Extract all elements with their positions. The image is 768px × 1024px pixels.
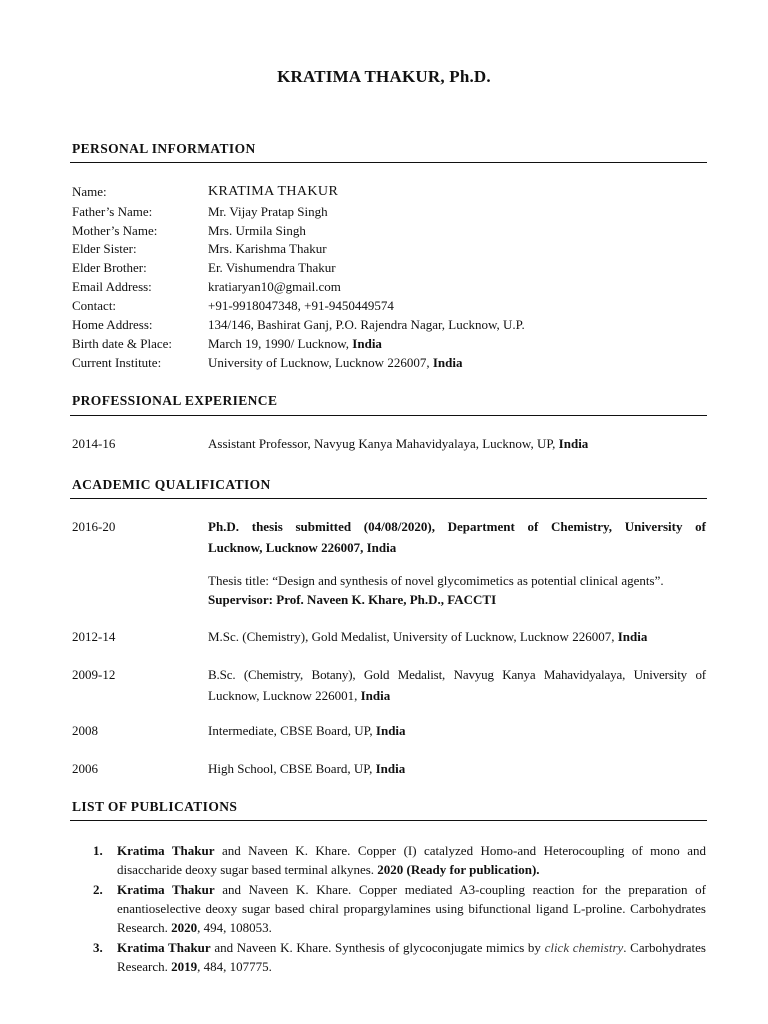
entry-year: 2012-14 <box>72 629 116 644</box>
info-value: Mrs. Urmila Singh <box>208 223 306 238</box>
info-label: Contact: <box>72 298 117 313</box>
section-heading-academic: ACADEMIC QUALIFICATION <box>72 477 271 492</box>
info-row-name <box>72 182 708 201</box>
publication-author: Kratima Thakur <box>117 843 215 858</box>
info-row-birth <box>72 334 708 353</box>
info-label: Father’s Name: <box>72 204 153 219</box>
info-value-birth <box>208 334 382 353</box>
publication-emphasis: click chemistry <box>544 940 624 955</box>
info-value: +91-9918047348, +91-9450449574 <box>208 298 394 313</box>
info-value: 134/146, Bashirat Ganj, P.O. Rajendra Nagar, Lucknow, U.P. <box>208 317 525 332</box>
publication-year: 2020 <box>171 920 198 935</box>
publication-text: . Carbohydrates Research. <box>117 940 706 974</box>
entry-description <box>208 516 706 609</box>
publication-number: 3. <box>93 940 103 955</box>
entry-year: 2009-12 <box>72 667 116 682</box>
publication-ref: , 484, 107775. <box>197 959 272 974</box>
info-label: Elder Sister: <box>72 241 137 256</box>
section-divider <box>70 162 707 163</box>
country-text: India <box>432 355 463 370</box>
publication-author: Kratima Thakur <box>117 940 211 955</box>
bsc-line-2 <box>208 685 706 706</box>
info-value: Mrs. Karishma Thakur <box>208 241 327 256</box>
publication-author: Kratima Thakur <box>117 882 215 897</box>
info-row-contact <box>72 296 708 315</box>
country-text: India <box>352 336 382 351</box>
info-label: Name: <box>72 184 107 199</box>
info-label: Current Institute: <box>72 355 162 370</box>
section-heading-personal: PERSONAL INFORMATION <box>72 141 256 156</box>
info-row-address <box>72 315 708 334</box>
publication-number: 2. <box>93 882 103 897</box>
publication-item <box>93 841 706 879</box>
info-label: Home Address: <box>72 317 153 332</box>
info-value-institute <box>208 353 462 372</box>
entry-text: High School, CBSE Board, UP, <box>208 761 376 776</box>
publication-list <box>93 841 706 977</box>
publication-text: and Naveen K. Khare. Copper mediated A3-coupling reaction for the preparation of enantioselective deoxy sugar based chiral propargylamines using bifunctional ligand L-proline. Carbohydrates Research. <box>117 882 706 935</box>
phd-line-2: Lucknow, Lucknow 226007, India <box>208 540 397 555</box>
entry-text: Lucknow, Lucknow 226001, <box>208 688 361 703</box>
info-label: Mother’s Name: <box>72 223 158 238</box>
phd-line-1: Ph.D. thesis submitted (04/08/2020), Department of Chemistry, University of <box>208 519 706 534</box>
info-row-institute <box>72 353 708 372</box>
entry-text: M.Sc. (Chemistry), Gold Medalist, University of Lucknow, Lucknow 226007, <box>208 629 618 644</box>
country-text: India <box>375 761 406 776</box>
country-text: India <box>617 629 648 644</box>
institute-text: University of Lucknow, Lucknow 226007, <box>208 355 433 370</box>
email-link[interactable]: kratiaryan10@gmail.com <box>208 279 341 294</box>
info-label: Elder Brother: <box>72 260 147 275</box>
info-value-name: KRATIMA THAKUR <box>208 184 339 199</box>
info-label: Email Address: <box>72 279 152 294</box>
publication-year: 2019 <box>171 959 198 974</box>
entry-year: 2006 <box>72 761 98 776</box>
entry-year: 2016-20 <box>72 519 116 534</box>
country-text: India <box>375 723 406 738</box>
info-label: Birth date & Place: <box>72 336 173 351</box>
publication-ref: , 494, 108053. <box>197 920 272 935</box>
entry-text: Assistant Professor, Navyug Kanya Mahavidyalaya, Lucknow, UP, <box>208 436 559 451</box>
publication-item <box>93 938 706 976</box>
entry-description <box>208 433 706 454</box>
country-text: India <box>360 688 391 703</box>
section-heading-experience: PROFESSIONAL EXPERIENCE <box>72 393 278 408</box>
supervisor: Supervisor: Prof. Naveen K. Khare, Ph.D., FACCTI <box>208 592 497 607</box>
thesis-title: Thesis title: “Design and synthesis of novel glycomimetics as potential clinical agents”. <box>208 573 664 588</box>
info-row-brother <box>72 258 708 277</box>
publication-text: and Naveen K. Khare. Copper (I) catalyzed Homo-and Heterocoupling of mono and disaccharide deoxy sugar based terminal alkynes. <box>117 843 706 877</box>
entry-text: Intermediate, CBSE Board, UP, <box>208 723 376 738</box>
info-row-mother <box>72 221 708 240</box>
publication-item <box>93 880 706 937</box>
info-row-email <box>72 277 708 296</box>
publication-number: 1. <box>93 843 103 858</box>
bsc-line-1: B.Sc. (Chemistry, Botany), Gold Medalist, Navyug Kanya Mahavidyalaya, University of <box>208 667 706 682</box>
entry-description <box>208 720 706 741</box>
country-text: India <box>558 436 589 451</box>
birth-text: March 19, 1990/ Lucknow, <box>208 336 353 351</box>
publication-status: 2020 (Ready for publication). <box>377 862 540 877</box>
info-value: Er. Vishumendra Thakur <box>208 260 336 275</box>
info-value: Mr. Vijay Pratap Singh <box>208 204 328 219</box>
section-divider <box>70 415 707 416</box>
entry-description <box>208 664 706 706</box>
info-row-father <box>72 202 708 221</box>
section-divider <box>70 820 707 821</box>
section-divider <box>70 498 707 499</box>
info-row-sister <box>72 239 708 258</box>
section-heading-publications: LIST OF PUBLICATIONS <box>72 799 238 814</box>
page-title: KRATIMA THAKUR, Ph.D. <box>277 67 491 86</box>
publication-text: and Naveen K. Khare. Synthesis of glycoconjugate mimics by <box>210 940 545 955</box>
entry-description <box>208 758 706 779</box>
entry-year: 2014-16 <box>72 436 116 451</box>
entry-year: 2008 <box>72 723 98 738</box>
entry-description <box>208 626 706 647</box>
